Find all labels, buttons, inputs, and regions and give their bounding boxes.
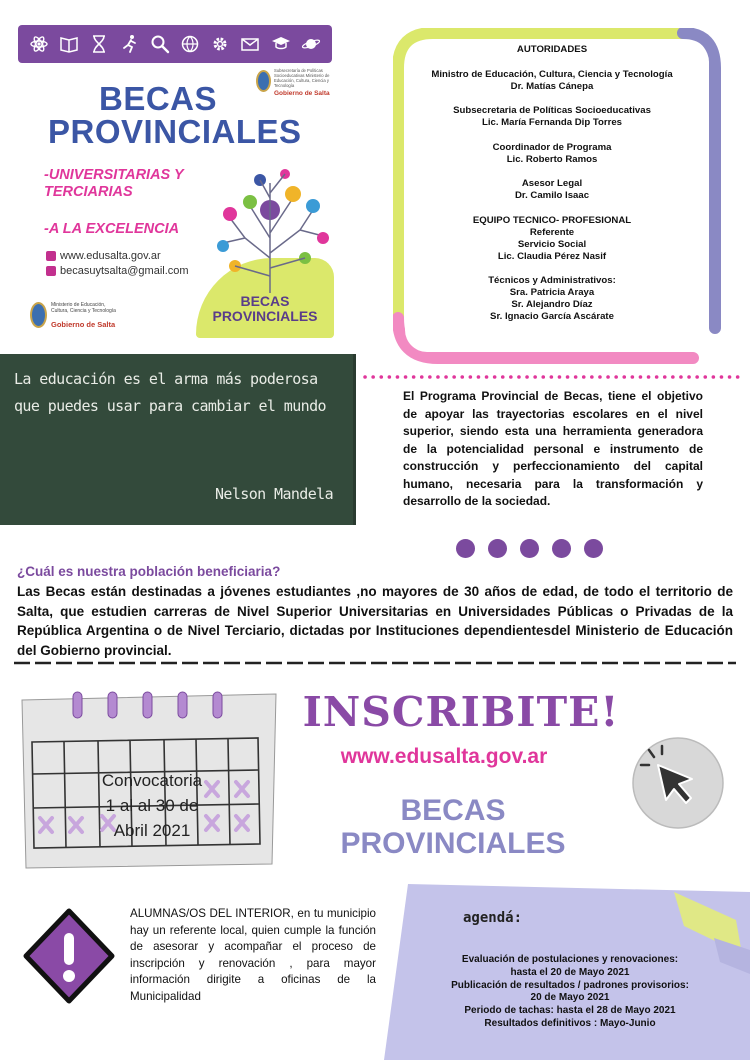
- illustration-title-line2: PROVINCIALES: [212, 308, 318, 324]
- authority-role: Subsecretaria de Políticas Socioeducativas: [453, 105, 651, 116]
- dot-icon: [488, 539, 507, 558]
- dot-icon: [584, 539, 603, 558]
- subtitle-universitarias: -UNIVERSITARIAS Y TERCIARIAS: [44, 167, 184, 200]
- contact-website[interactable]: [46, 250, 161, 262]
- signup-becas-title: [318, 794, 588, 860]
- dot-icon: [552, 539, 571, 558]
- dot-icon: [520, 539, 539, 558]
- quote-text: [14, 366, 349, 420]
- magnifier-icon: [149, 33, 171, 55]
- calendar-line1: Convocatoria: [101, 771, 203, 790]
- authority-role: Coordinador de Programa: [492, 141, 612, 153]
- ministry-logo-subtitle: Ministerio de Educación, Cultura, Ciencia y Tecnología: [51, 302, 116, 314]
- agenda-item: Periodo de tachas: hasta el 28 de Mayo 2021: [464, 1005, 676, 1017]
- becas-title-line1: BECAS: [98, 80, 218, 117]
- authority-undersecretary: [402, 105, 702, 129]
- calendar-line2: 1 al al 30 de: [105, 796, 199, 815]
- program-description: El Programa Provincial de Becas, tiene el objetivo de apoyar las trayectorias escolares en el nivel superior, siendo esta una herramienta generadora de la potencialidad personal e instrumento de construcción y perfeccionamiento del capital humano, necesaria para la transformación y desarrollo de la sociedad.: [403, 389, 703, 508]
- mail-icon: [46, 266, 56, 276]
- agenda-item: Publicación de resultados / padrones provisorios:: [451, 979, 689, 991]
- gov-logo-top: [256, 68, 336, 100]
- authorities-box: [402, 44, 702, 336]
- authority-role: EQUIPO TECNICO- PROFESIONAL: [472, 214, 632, 226]
- authority-admin: [402, 275, 702, 323]
- authority-name: Sr. Ignacio García Ascárate: [490, 311, 614, 322]
- pink-dotted-divider: [362, 374, 748, 380]
- globe-icon: [179, 33, 201, 55]
- authority-coordinator: [402, 142, 702, 166]
- authority-name: Sra. Patricia Araya: [509, 287, 595, 298]
- authority-role: Ministro de Educación, Cultura, Ciencia y Tecnología: [431, 68, 673, 80]
- website-link[interactable]: www.edusalta.gov.ar: [60, 250, 161, 262]
- contact-email[interactable]: [46, 265, 189, 277]
- book-icon: [58, 33, 80, 55]
- agenda-list: [420, 954, 720, 1031]
- authority-name: Sr. Alejandro Díaz: [511, 299, 593, 310]
- gov-logo-name: Gobierno de Salta: [274, 90, 330, 97]
- signup-title-line1: BECAS: [400, 794, 506, 827]
- illustration-title: [196, 294, 334, 324]
- gov-logo-subtitle: Subsecretaría de Políticas Socioeducativas Ministerio de Educación, Cultura, Ciencia y Tecnología: [274, 68, 330, 88]
- quote-line2: que puedes usar para cambiar el mundo: [14, 397, 326, 415]
- subtitle-excelencia: -A LA EXCELENCIA: [44, 221, 180, 237]
- quote-line1: La educación es el arma más poderosa: [14, 370, 318, 388]
- calendar-text: [62, 768, 242, 843]
- authority-name: Lic. María Fernanda Dip Torres: [481, 117, 623, 128]
- cursor-click-icon: [630, 735, 726, 831]
- planet-icon: [300, 33, 322, 55]
- authority-technical-team: [402, 215, 702, 263]
- agenda-item: Resultados definitivos : Mayo-Junio: [484, 1017, 656, 1029]
- dashed-divider: [14, 660, 736, 666]
- web-icon: [46, 251, 56, 261]
- beneficiaries-title: ¿Cuál es nuestra población beneficiaria?: [17, 564, 281, 579]
- authority-role: Asesor Legal: [521, 178, 583, 189]
- envelope-icon: [239, 33, 261, 55]
- purple-dots-decoration: [456, 539, 606, 559]
- authority-name: Dr. Camilo Isaac: [514, 190, 590, 201]
- atom-icon: [28, 33, 50, 55]
- becas-title-line2: PROVINCIALES: [48, 113, 302, 150]
- calendar-line3: Abril 2021: [113, 821, 191, 840]
- email-link[interactable]: becasuytsalta@gmail.com: [60, 265, 189, 277]
- authority-subrole: Servicio Social: [517, 238, 587, 250]
- authority-name: Lic. Roberto Ramos: [506, 153, 598, 165]
- authority-legal: [402, 178, 702, 202]
- quote-author: Nelson Mandela: [215, 485, 334, 503]
- signup-website-link[interactable]: www.edusalta.gov.ar: [340, 745, 548, 768]
- agenda-item: Evaluación de postulaciones y renovaciones:: [461, 954, 679, 965]
- icon-bar: [18, 25, 332, 63]
- authorities-heading: AUTORIDADES: [516, 44, 588, 55]
- agenda-item: 20 de Mayo 2021: [530, 992, 610, 1004]
- interior-notice-text: ALUMNAS/OS DEL INTERIOR, en tu municipio hay un referente local, quien cumple la función de asesorar y acompañar el proceso de inscripción y renovación , para mayor información dirigite a oficinas de la Municipalidad: [130, 907, 376, 1003]
- authority-minister: [402, 69, 702, 93]
- hourglass-icon: [88, 33, 110, 55]
- runner-icon: [119, 33, 141, 55]
- ministry-logo: [30, 302, 120, 332]
- ministry-logo-name: Gobierno de Salta: [51, 320, 116, 329]
- signup-headline: INSCRIBITE!: [302, 688, 620, 736]
- gear-icon: [209, 33, 231, 55]
- illustration-title-line1: BECAS: [240, 293, 290, 309]
- agenda-title: agendá:: [463, 910, 523, 926]
- beneficiaries-text: Las Becas están destinadas a jóvenes estudiantes ,no mayores de 30 años de edad, de todo el territorio de Salta, que estudien carreras de Nivel Superior Universitarias en Universidades Públicas o Privadas de la República Argentina o de Nivel Terciario, dictadas por Instituciones dependientesdel Ministerio de Educación del Gobierno provincial.: [17, 584, 733, 658]
- authority-role: Técnicos y Administrativos:: [488, 275, 616, 286]
- authority-subrole: Referente: [529, 226, 575, 238]
- agenda-item: hasta el 20 de Mayo 2021: [510, 966, 630, 978]
- authority-name: Lic. Claudia Pérez Nasif: [497, 250, 607, 262]
- warning-icon: [18, 905, 120, 1007]
- province-seal-icon: [30, 302, 47, 328]
- dot-icon: [456, 539, 475, 558]
- graduate-icon: [270, 33, 292, 55]
- signup-title-line2: PROVINCIALES: [340, 827, 566, 860]
- authority-name: Dr. Matías Cánepa: [510, 80, 594, 92]
